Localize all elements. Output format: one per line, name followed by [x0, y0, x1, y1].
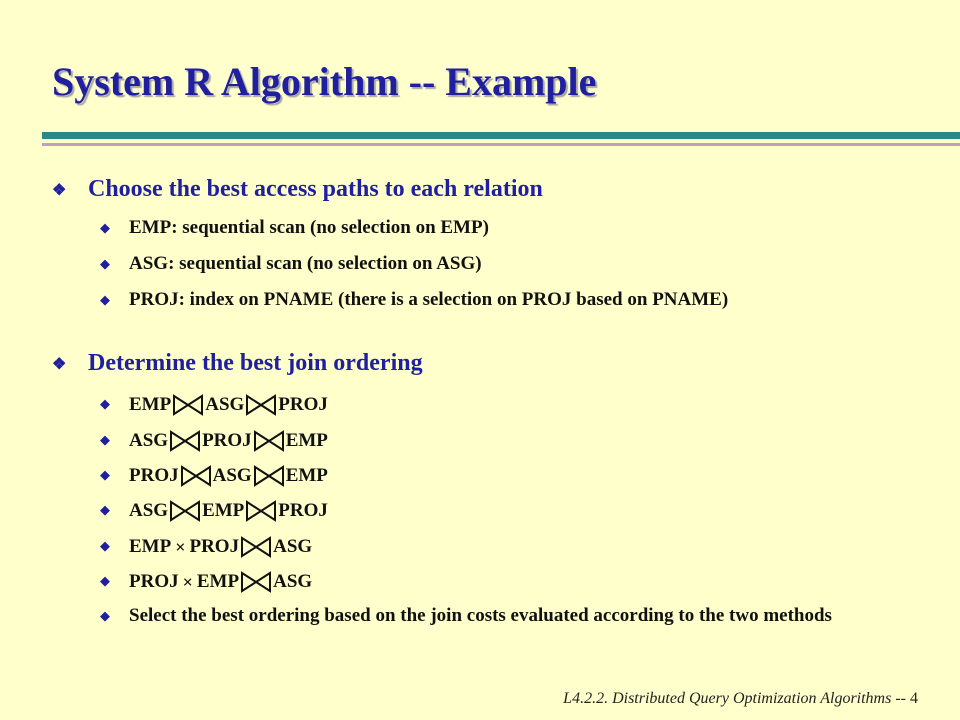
heading-join-ordering: [52, 350, 423, 377]
relation-name: EMP: [196, 570, 240, 592]
relation-name: EMP: [202, 499, 245, 521]
join-icon: [252, 430, 286, 452]
relation-name: ASG: [273, 535, 313, 557]
diamond-bullet-icon: ◆: [100, 502, 110, 517]
relation-name: EMP: [285, 464, 328, 486]
diamond-bullet-icon: ◆: [100, 538, 110, 553]
access-path-text: PROJ: index on PNAME (there is a selection on PROJ based on PNAME): [129, 289, 729, 310]
relation-name: ASG: [273, 570, 313, 592]
relation-name: ASG: [129, 429, 169, 451]
diamond-bullet-icon: ❖: [52, 182, 67, 199]
join-ordering-item: [100, 534, 919, 559]
relation-name: EMP: [285, 429, 328, 451]
join-icon: [244, 500, 278, 522]
access-path-text: EMP: sequential scan (no selection on EMP): [129, 217, 489, 238]
join-ordering-item: [100, 463, 919, 488]
cross-product-icon: ×: [175, 536, 186, 557]
relation-name: ASG: [205, 393, 245, 415]
join-ordering-item: [100, 569, 919, 594]
join-ordering-item: [100, 392, 919, 417]
join-ordering-item: [100, 428, 919, 453]
diamond-bullet-icon: ❖: [52, 356, 67, 373]
diamond-bullet-icon: ◆: [100, 292, 110, 307]
join-icon: [168, 430, 202, 452]
access-path-item: [100, 288, 919, 312]
relation-name: ASG: [129, 499, 169, 521]
heading-access-paths-text: Choose the best access paths to each relation: [88, 176, 543, 202]
join-ordering-item: [100, 498, 919, 523]
join-icon: [244, 394, 278, 416]
footer-title: L4.2.2. Distributed Query Optimization Algorithms: [563, 690, 892, 707]
relation-name: EMP: [129, 393, 172, 415]
diamond-bullet-icon: ◆: [100, 220, 110, 235]
relation-name: PROJ: [189, 535, 240, 557]
cross-product-icon: ×: [182, 571, 193, 592]
page-number: -- 4: [895, 690, 918, 707]
diamond-bullet-icon: ◆: [100, 396, 110, 411]
join-icon: [179, 465, 213, 487]
join-icon: [171, 394, 205, 416]
relation-name: PROJ: [202, 429, 252, 451]
join-icon: [168, 500, 202, 522]
relation-name: PROJ: [129, 464, 179, 486]
heading-access-paths: [52, 176, 543, 203]
slide-footer: [563, 690, 918, 708]
slide-title: System R Algorithm -- Example: [52, 59, 597, 104]
diamond-bullet-icon: ◆: [100, 432, 110, 447]
diamond-bullet-icon: ◆: [100, 467, 110, 482]
title-divider: [42, 132, 960, 139]
join-icon: [252, 465, 286, 487]
relation-name: EMP: [129, 535, 172, 557]
diamond-bullet-icon: ◆: [100, 573, 110, 588]
conclusion-item: [100, 604, 919, 628]
title-divider-accent: [42, 143, 960, 146]
conclusion-text: Select the best ordering based on the join costs evaluated according to the two methods: [129, 605, 832, 626]
relation-name: ASG: [212, 464, 252, 486]
heading-join-ordering-text: Determine the best join ordering: [88, 350, 423, 376]
access-path-item: [100, 216, 919, 240]
access-path-text: ASG: sequential scan (no selection on ASG): [129, 253, 482, 274]
relation-name: PROJ: [278, 499, 328, 521]
diamond-bullet-icon: ◆: [100, 608, 110, 623]
join-icon: [239, 571, 273, 593]
diamond-bullet-icon: ◆: [100, 256, 110, 271]
join-icon: [239, 536, 273, 558]
access-path-item: [100, 252, 919, 276]
relation-name: PROJ: [278, 393, 328, 415]
relation-name: PROJ: [129, 570, 179, 592]
